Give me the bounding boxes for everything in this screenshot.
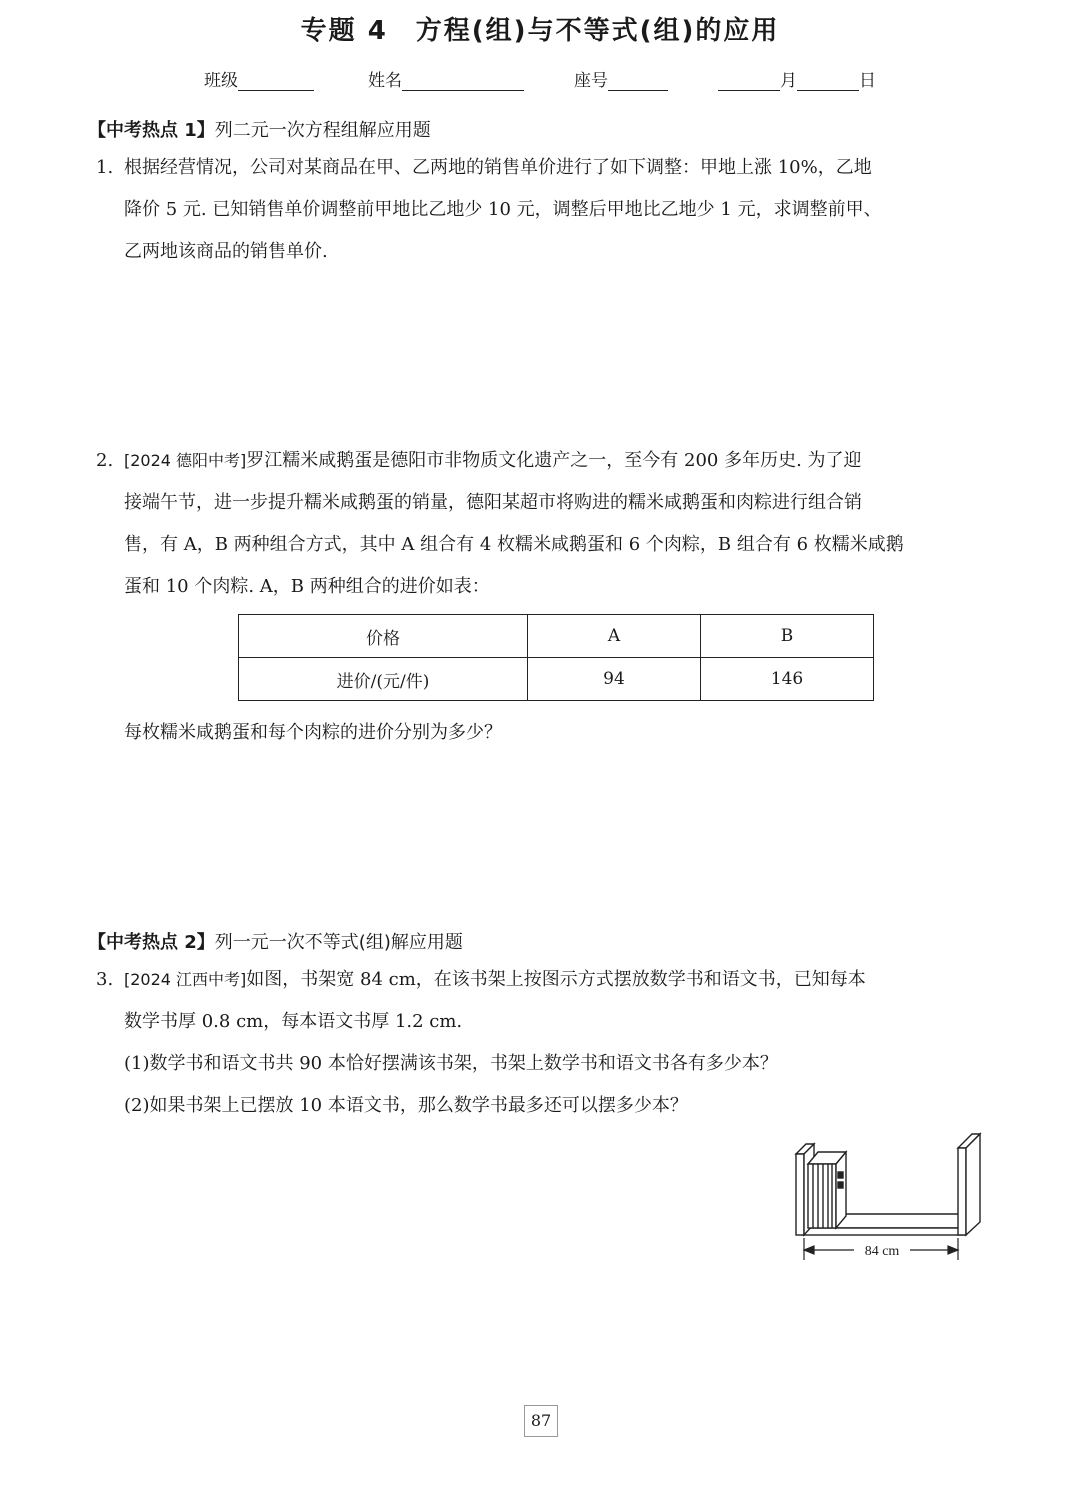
arrow-right-icon: [948, 1246, 958, 1254]
title-topic: 专题 4: [300, 16, 388, 46]
question-number: 2.: [96, 450, 114, 471]
table-cell: 价格: [239, 615, 528, 658]
seat-blank[interactable]: [608, 72, 668, 91]
title-main: 方程(组)与不等式(组)的应用: [415, 16, 780, 46]
seat-field[interactable]: 座号: [574, 66, 668, 91]
table-row: [239, 658, 874, 701]
books-side: [836, 1152, 846, 1228]
question-1-text: 根据经营情况，公司对某商品在甲、乙两地的销售单价进行了如下调整：甲地上涨 10%，乙地 降价 5 元. 已知销售单价调整前甲地比乙地少 10 元，调整后甲地比乙地少 1 元，求调整前甲、 乙两地该商品的销售单价.: [124, 157, 882, 262]
name-field[interactable]: 姓名: [368, 66, 524, 91]
class-field[interactable]: 班级: [204, 66, 314, 91]
question-source: [2024 德阳中考]: [124, 451, 247, 470]
table-cell: B: [701, 615, 874, 658]
section-heading-2: 【中考热点 2】列一元一次不等式(组)解应用题: [88, 932, 463, 953]
question-3-text: [2024 江西中考]如图，书架宽 84 cm，在该书架上按图示方式摆放数学书和语文书，已知每本 数学书厚 0.8 cm，每本语文书厚 1.2 cm. (1)数学书和语文书共 90 本恰好摆满该书架，书架上数学书和语文书各有多少本？ (2)如果书架上已摆放 10 本语文书，那么数学书最多还可以摆多少本？: [124, 969, 866, 1116]
page-title: [0, 10, 1080, 47]
book-label: [838, 1172, 843, 1178]
right-support-front: [958, 1148, 966, 1235]
dimension-label: 84 cm: [864, 1244, 900, 1259]
date-field[interactable]: 月 日: [718, 66, 876, 91]
table-cell: 进价/(元/件): [239, 658, 528, 701]
table-cell: A: [528, 615, 701, 658]
question-source: [2024 江西中考]: [124, 970, 247, 989]
table-cell: 94: [528, 658, 701, 701]
left-support-front: [796, 1154, 804, 1235]
question-number: 1.: [96, 157, 114, 178]
question-number: 3.: [96, 969, 114, 990]
question-2-text: [2024 德阳中考]罗江糯米咸鹅蛋是德阳市非物质文化遗产之一，至今有 200 多年历史. 为了迎 接端午节，进一步提升糯米咸鹅蛋的销量，德阳某超市将购进的糯米咸鹅蛋和肉粽进行组合销 售，有 A，B 两种组合方式，其中 A 组合有 4 枚糯米咸鹅蛋和 6 个肉粽，B 组合有 6 枚糯米咸鹅 蛋和 10 个肉粽. A，B 两种组合的进价如表：: [124, 450, 904, 597]
class-blank[interactable]: [238, 72, 314, 91]
question-2-ask: 每枚糯米咸鹅蛋和每个肉粽的进价分别为多少？: [124, 722, 502, 743]
arrow-left-icon: [804, 1246, 814, 1254]
day-blank[interactable]: [797, 72, 859, 91]
table-row: [239, 615, 874, 658]
page-number: 87: [524, 1405, 558, 1437]
bookshelf-figure: [788, 1128, 998, 1268]
name-blank[interactable]: [402, 72, 524, 91]
month-blank[interactable]: [718, 72, 780, 91]
table-cell: 146: [701, 658, 874, 701]
shelf-base-front: [802, 1228, 964, 1235]
right-support-side: [966, 1134, 980, 1235]
section-heading-1: 【中考热点 1】列二元一次方程组解应用题: [88, 120, 431, 141]
book-label: [838, 1182, 843, 1188]
price-table: [238, 614, 874, 701]
